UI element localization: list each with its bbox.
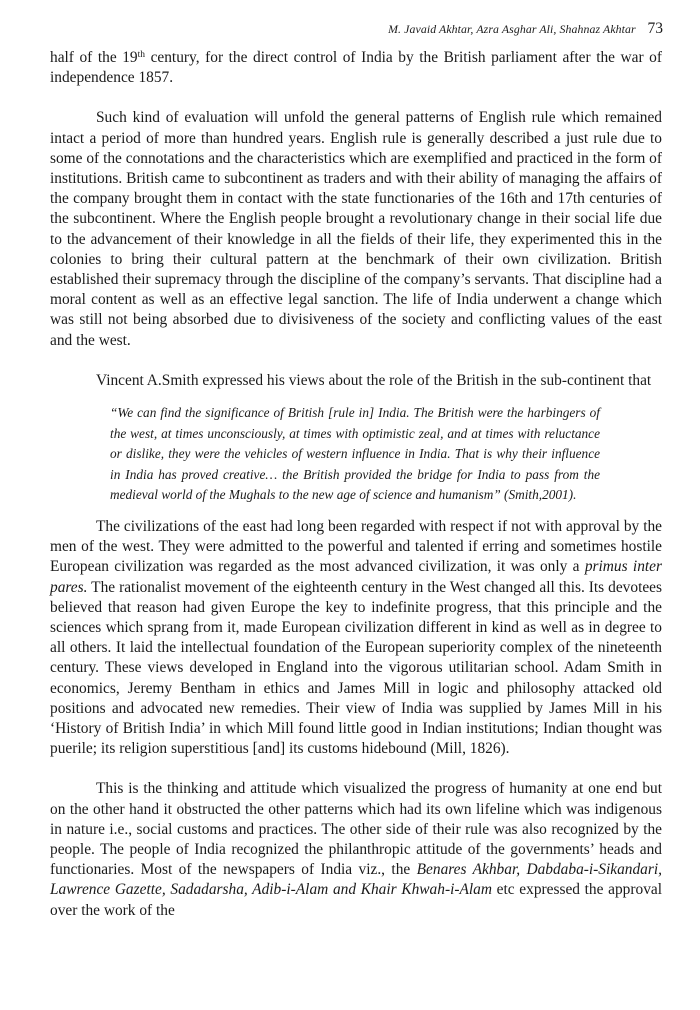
p1-text-a: half of the 19 [50,49,138,66]
block-quote: “We can find the significance of British [rule in] India. The British were the harbingers of the west, at times unconsciously, at times with optimistic zeal, and at times with reluctance or dislike, they were the vehicles of western influence in India. That is why their influence in India has proved creative… the British provided the bridge for India to pass from the medieval world of the Mughals to the new age of science and humanism” (Smith,2001). [110,405,600,503]
paragraph-continued [50,48,662,88]
p4-text-b: The rationalist movement of the eighteenth century in the West changed all this. Its devotees believed that reason had given Europe the key to indefinite progress, that this principle and the sciences which sprang from it, made European civilization different in kind as well as in degree to all others. It laid the intellectual foundation of the European superiority complex of the nineteenth century. These views developed in England into the vigorous utilitarian school. Adam Smith in economics, Jeremy Bentham in ethics and James Mill in logic and philosophy attacked old positions and advocated new remedies. Their view of India was supplied by James Mill in his ‘History of British India’ in which Mill found little good in Indian institutions; Indian thought was puerile; its religion superstitious [and] its customs hidebound (Mill, 1826). [50,578,662,758]
paragraph-smith-intro: Vincent A.Smith expressed his views about the role of the British in the sub-continent that [96,371,652,389]
paragraph-thinking [50,779,662,920]
p4-text-a: The civilizations of the east had long been regarded with respect if not with approval by the men of the west. They were admitted to the powerful and talented if erring and sometimes hostile European civilization was regarded as the most advanced civilization, it was only a [50,518,662,576]
p5-text-a: This is the thinking and attitude which visualized the progress of humanity at one end but on the other hand it obstructed the other patterns which had its own lifeline which was indigenous in nature i.e., social customs and practices. The other side of their rule was also recognized by the people. The people of India recognized the philanthropic attitude of the governments’ heads and functionaries. Most of the newspapers of India viz., the [50,780,662,879]
running-header [0,20,663,38]
paragraph-evaluation: Such kind of evaluation will unfold the general patterns of English rule which remained intact a period of more than hundred years. English rule is generally described a just rule due to some of the connotations and the characteristics which are exemplified and practiced in the form of institutions. British came to subcontinent as traders and with their ability of managing the affairs of the company brought them in contact with the state functionaries of the 16th and 17th centuries of the subcontinent. Where the English people brought a revolutionary change in their social life due to the advancement of their knowledge in all the fields of their life, they experimented this in the colonies to bring their cultural pattern at the benchmark of their own civilization. British established their supremacy through the discipline of the company’s servants. That discipline had a moral content as well as an effective legal sanction. The life of India underwent a change which was still not being absorbed due to divisiveness of the society and conflicting values of the east and the west. [50,109,662,349]
p5-newspapers-italic: Benares Akhbar, Dabdaba-i-Sikandari, Lawrence Gazette, Sadadarsha, Adib-i-Alam and Khair Khwah-i-Alam [50,861,662,899]
p4-italic: primus inter pares. [50,558,662,596]
p1-superscript: th [137,50,146,60]
p1-text-b: century, for the direct control of India by the British parliament after the war of independence 1857. [50,49,662,87]
paragraph-civilizations [50,517,662,759]
p5-text-b: etc expressed the approval over the work of the [50,881,662,919]
header-authors: M. Javaid Akhtar, Azra Asghar Ali, Shahnaz Akhtar [388,22,636,36]
article-body [50,48,662,921]
page-number: 73 [647,20,663,37]
